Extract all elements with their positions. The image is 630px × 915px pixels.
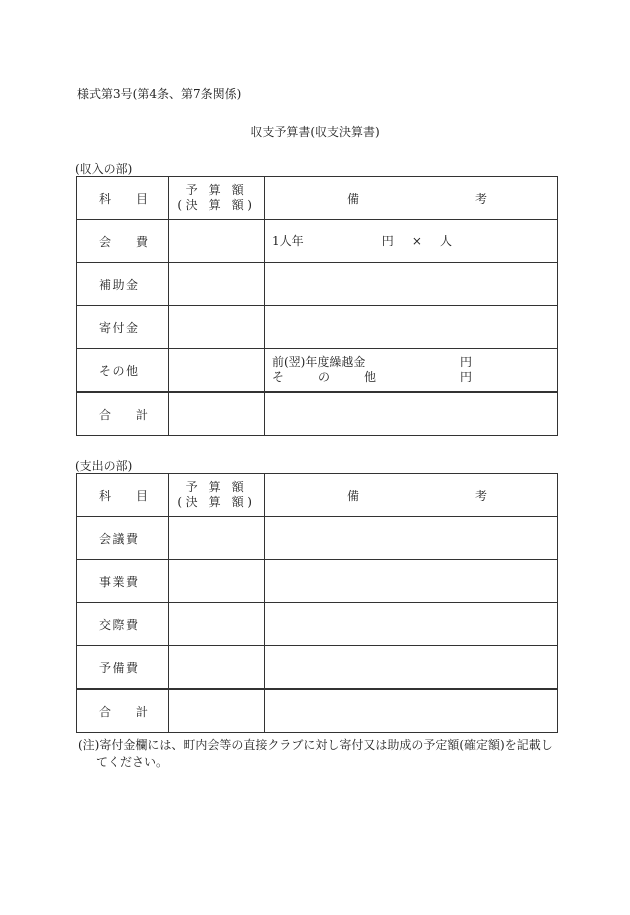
amount-cell[interactable] <box>169 306 265 349</box>
total-label: 合 計 <box>99 407 148 422</box>
subject-header: 科 目 <box>99 488 148 503</box>
amount-header: 予 算 額 (決 算 額) <box>169 177 265 220</box>
row-subject: 補 助 金 <box>99 277 138 292</box>
remarks-cell[interactable] <box>265 646 558 690</box>
row-subject: 予 備 費 <box>99 660 138 675</box>
document-title: 収支予算書(収支決算書) <box>250 125 380 139</box>
amount-cell[interactable] <box>169 220 265 263</box>
form-number: 様式第3号(第4条、第7条関係) <box>77 87 242 101</box>
amount-cell[interactable] <box>169 263 265 306</box>
amount-cell[interactable] <box>169 392 265 436</box>
subject-header: 科 目 <box>99 191 148 206</box>
row-subject: 寄 付 金 <box>99 320 138 335</box>
amount-header: 予 算 額 (決 算 額) <box>169 474 265 517</box>
remarks-cell[interactable] <box>265 560 558 603</box>
remarks-cell[interactable] <box>265 306 558 349</box>
remarks-cell[interactable]: 1人年 円 × 人 <box>265 220 558 263</box>
remarks-cell[interactable] <box>265 263 558 306</box>
income-table <box>76 176 558 436</box>
remarks-header: 備 考 <box>347 191 487 206</box>
amount-cell[interactable] <box>169 517 265 560</box>
amount-cell[interactable] <box>169 646 265 690</box>
table-row <box>77 220 558 263</box>
row-subject: 会 議 費 <box>99 531 138 546</box>
total-row <box>77 392 558 436</box>
total-row <box>77 689 558 733</box>
total-label: 合 計 <box>99 704 148 719</box>
remarks-cell[interactable] <box>265 603 558 646</box>
amount-cell[interactable] <box>169 689 265 733</box>
amount-cell[interactable] <box>169 603 265 646</box>
amount-cell[interactable] <box>169 560 265 603</box>
remarks-header: 備 考 <box>347 488 487 503</box>
expense-table <box>76 473 558 733</box>
table-header-row <box>77 474 558 517</box>
table-header-row <box>77 177 558 220</box>
row-subject: 交 際 費 <box>99 617 138 632</box>
footnote: (注)寄付金欄には、町内会等の直接クラブに対し寄付又は助成の予定額(確定額)を記載し てください。 <box>78 738 553 769</box>
row-subject: 事 業 費 <box>99 574 138 589</box>
expense-section-heading: (支出の部) <box>75 459 133 473</box>
table-row <box>77 306 558 349</box>
table-row <box>77 603 558 646</box>
remarks-cell[interactable] <box>265 689 558 733</box>
table-row <box>77 560 558 603</box>
remarks-cell[interactable]: 前(翌)年度繰越金 円 そ の 他 円 <box>265 349 558 393</box>
amount-cell[interactable] <box>169 349 265 393</box>
row-subject: 会 費 <box>99 234 148 249</box>
table-row <box>77 517 558 560</box>
table-row <box>77 646 558 690</box>
table-row <box>77 349 558 393</box>
income-section-heading: (収入の部) <box>75 162 133 176</box>
row-subject: そ の 他 <box>99 363 138 378</box>
remarks-cell[interactable] <box>265 392 558 436</box>
remarks-cell[interactable] <box>265 517 558 560</box>
table-row <box>77 263 558 306</box>
